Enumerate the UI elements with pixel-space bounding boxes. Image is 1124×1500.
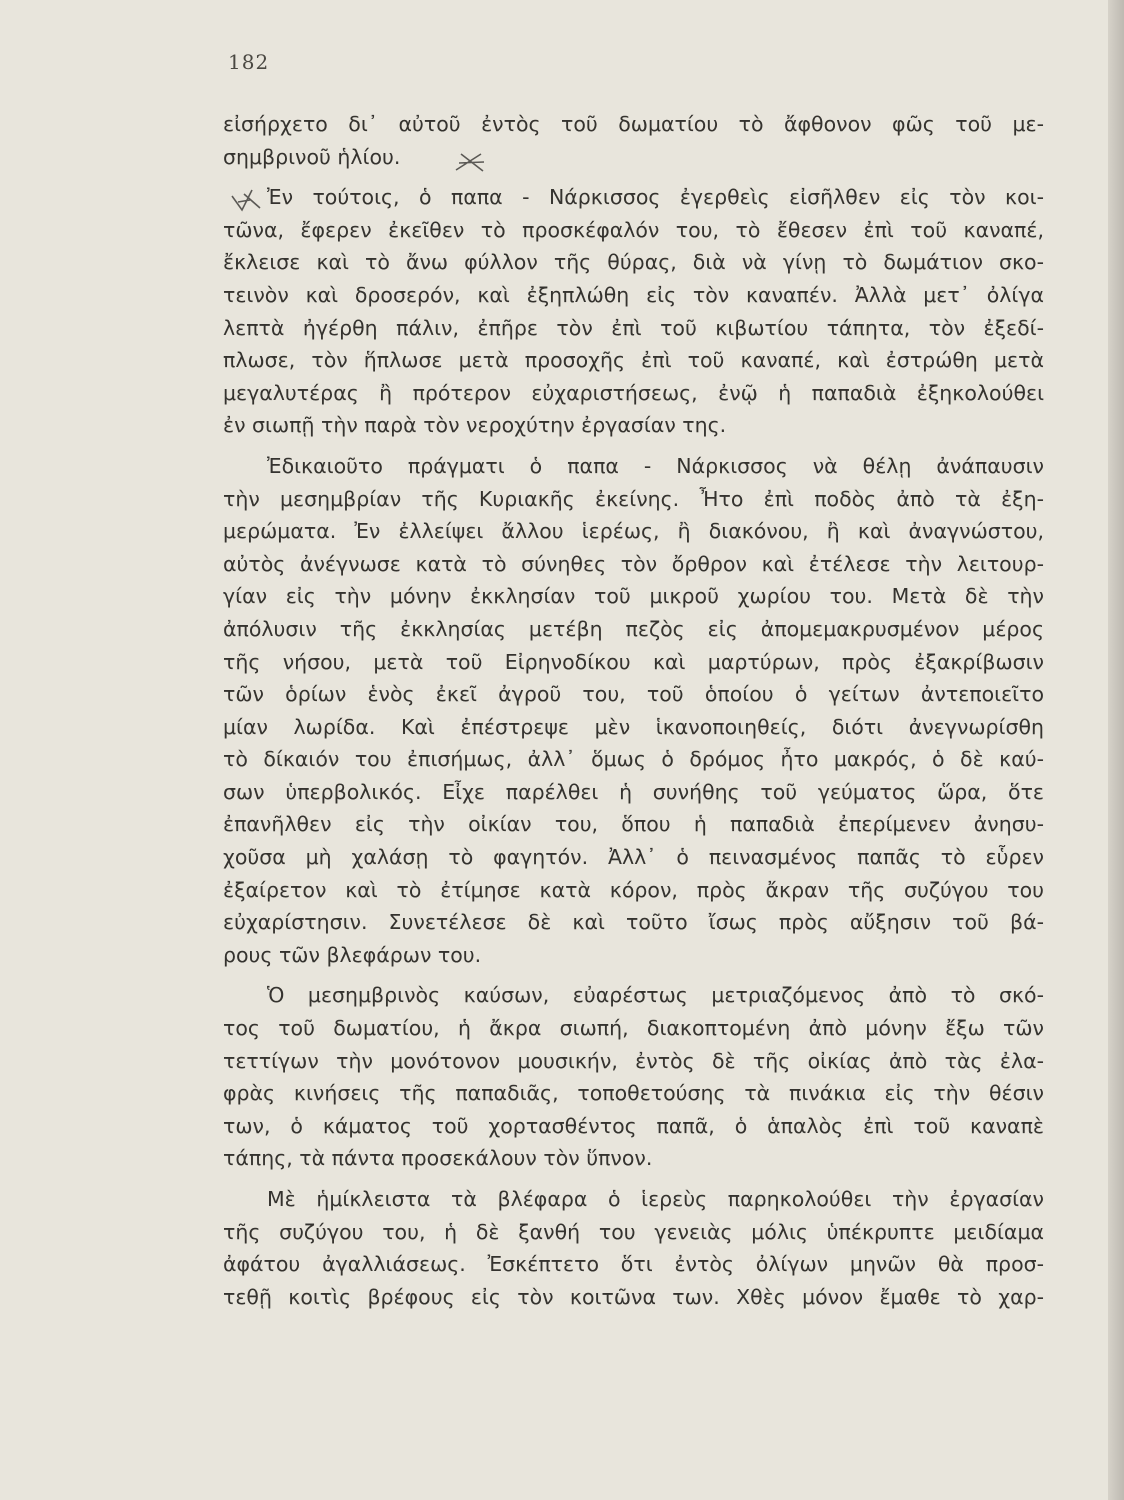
text-line: τῆς νήσου, μετὰ τοῦ Εἰρηνοδίκου καὶ μαρτύρων, πρὸς ἐξακρίβωσιν (223, 649, 1044, 674)
text-line: τεττίγων τὴν μονότονον μουσικήν, ἐντὸς δὲ τῆς οἰκίας ἀπὸ τὰς ἐλα- (223, 1048, 1044, 1073)
text-line: μίαν λωρίδα. Καὶ ἐπέστρεψε μὲν ἱκανοποιηθείς, διότι ἀνεγνωρίσθη (223, 714, 1044, 739)
text-line: τῆς συζύγου του, ἡ δὲ ξανθή του γενειὰς μόλις ὑπέκρυπτε μειδίαμα (223, 1219, 1044, 1244)
text-line: τῶν ὁρίων ἑνὸς ἐκεῖ ἀγροῦ του, τοῦ ὁποίου ὁ γείτων ἀντεποιεῖτο (223, 682, 1044, 707)
text-line: τεθῇ κοιτὶς βρέφους εἰς τὸν κοιτῶνα των. Χθὲς μόνον ἔμαθε τὸ χαρ- (223, 1284, 1044, 1309)
paragraph-4 (223, 979, 1044, 1175)
text-line: τεινὸν καὶ δροσερόν, καὶ ἐξηπλώθη εἰς τὸν καναπέν. Ἀλλὰ μετ᾽ ὀλίγα (223, 282, 1044, 307)
text-line: ἐπανῆλθεν εἰς τὴν οἰκίαν του, ὅπου ἡ παπαδιὰ ἐπερίμενεν ἀνησυ- (223, 812, 1044, 837)
text-line: πλωσε, τὸν ἥπλωσε μετὰ προσοχῆς ἐπὶ τοῦ καναπέ, καὶ ἐστρώθη μετὰ (223, 348, 1044, 373)
text-line: μεγαλυτέρας ἢ πρότερον εὐχαριστήσεως, ἐνῷ ἡ παπαδιὰ ἐξηκολούθει (223, 380, 1044, 405)
text-line: Ὁ μεσημβρινὸς καύσων, εὐαρέστως μετριαζόμενος ἀπὸ τὸ σκό- (267, 983, 1044, 1008)
paragraph-1 (223, 108, 1044, 173)
paragraph-2 (223, 181, 1044, 442)
text-line: ρους τῶν βλεφάρων του. (223, 942, 482, 967)
text-line: αὐτὸς ἀνέγνωσε κατὰ τὸ σύνηθες τὸν ὄρθρον καὶ ἐτέλεσε τὴν λειτουρ- (223, 551, 1044, 576)
page-number: 182 (228, 50, 270, 74)
paragraph-3 (223, 450, 1044, 972)
text-line: Ἐν τούτοις, ὁ παπα - Νάρκισσος ἐγερθεὶς εἰσῆλθεν εἰς τὸν κοι- (267, 185, 1044, 210)
text-line: λεπτὰ ἠγέρθη πάλιν, ἐπῆρε τὸν ἐπὶ τοῦ κιβωτίου τάπητα, τὸν ἐξεδί- (223, 315, 1044, 340)
text-line: τῶνα, ἔφερεν ἐκεῖθεν τὸ προσκέφαλόν του, τὸ ἔθεσεν ἐπὶ τοῦ καναπέ, (223, 217, 1044, 242)
text-line: εἰσήρχετο δι᾽ αὐτοῦ ἐντὸς τοῦ δωματίου τὸ ἄφθονον φῶς τοῦ με- (223, 112, 1044, 136)
text-line: χοῦσα μὴ χαλάσῃ τὸ φαγητόν. Ἀλλ᾽ ὁ πεινασμένος παπᾶς τὸ εὗρεν (223, 845, 1044, 870)
text-line: ἐν σιωπῇ τὴν παρὰ τὸν νεροχύτην ἐργασίαν της. (223, 413, 727, 438)
text-line: φρὰς κινήσεις τῆς παπαδιᾶς, τοποθετούσης τὰ πινάκια εἰς τὴν θέσιν (223, 1081, 1044, 1106)
page-edge (1108, 0, 1124, 1500)
text-line: τὴν μεσημβρίαν τῆς Κυριακῆς ἐκείνης. Ἦτο ἐπὶ ποδὸς ἀπὸ τὰ ἐξη- (223, 486, 1044, 511)
paragraph-5 (223, 1183, 1044, 1313)
text-line: ἐξαίρετον καὶ τὸ ἐτίμησε κατὰ κόρον, πρὸς ἄκραν τῆς συζύγου του (223, 877, 1044, 902)
text-line: ἀπόλυσιν τῆς ἐκκλησίας μετέβη πεζὸς εἰς ἀπομεμακρυσμένον μέρος (223, 616, 1044, 641)
text-line: τάπης, τὰ πάντα προσεκάλουν τὸν ὕπνον. (223, 1146, 653, 1171)
text-line: Ἐδικαιοῦτο πράγματι ὁ παπα - Νάρκισσος νὰ θέλῃ ἀνάπαυσιν (267, 453, 1044, 478)
text-line: τὸ δίκαιόν του ἐπισήμως, ἀλλ᾽ ὅμως ὁ δρόμος ἦτο μακρός, ὁ δὲ καύ- (223, 747, 1044, 772)
text-line: σων ὑπερβολικός. Εἶχε παρέλθει ἡ συνήθης τοῦ γεύματος ὥρα, ὅτε (223, 779, 1044, 804)
text-line: γίαν εἰς τὴν μόνην ἐκκλησίαν τοῦ μικροῦ χωρίου του. Μετὰ δὲ τὴν (223, 584, 1044, 609)
text-line: των, ὁ κάματος τοῦ χορτασθέντος παπᾶ, ὁ ἁπαλὸς ἐπὶ τοῦ καναπὲ (223, 1113, 1044, 1138)
text-line: ἀφάτου ἀγαλλιάσεως. Ἐσκέπτετο ὅτι ἐντὸς ὀλίγων μηνῶν θὰ προσ- (223, 1252, 1044, 1277)
text-line: τος τοῦ δωματίου, ἡ ἄκρα σιωπή, διακοπτομένη ἀπὸ μόνην ἔξω τῶν (223, 1016, 1044, 1041)
text-line: σημβρινοῦ ἡλίου. (223, 144, 401, 169)
text-line: Μὲ ἡμίκλειστα τὰ βλέφαρα ὁ ἱερεὺς παρηκολούθει τὴν ἐργασίαν (267, 1187, 1044, 1211)
body-text (223, 108, 1044, 1321)
text-line: ἔκλεισε καὶ τὸ ἄνω φύλλον τῆς θύρας, διὰ νὰ γίνῃ τὸ δωμάτιον σκο- (223, 250, 1044, 275)
text-line: μερώματα. Ἐν ἐλλείψει ἄλλου ἱερέως, ἢ διακόνου, ἢ καὶ ἀναγνώστου, (223, 519, 1044, 544)
text-line: εὐχαρίστησιν. Συνετέλεσε δὲ καὶ τοῦτο ἴσως πρὸς αὔξησιν τοῦ βά- (223, 910, 1044, 935)
